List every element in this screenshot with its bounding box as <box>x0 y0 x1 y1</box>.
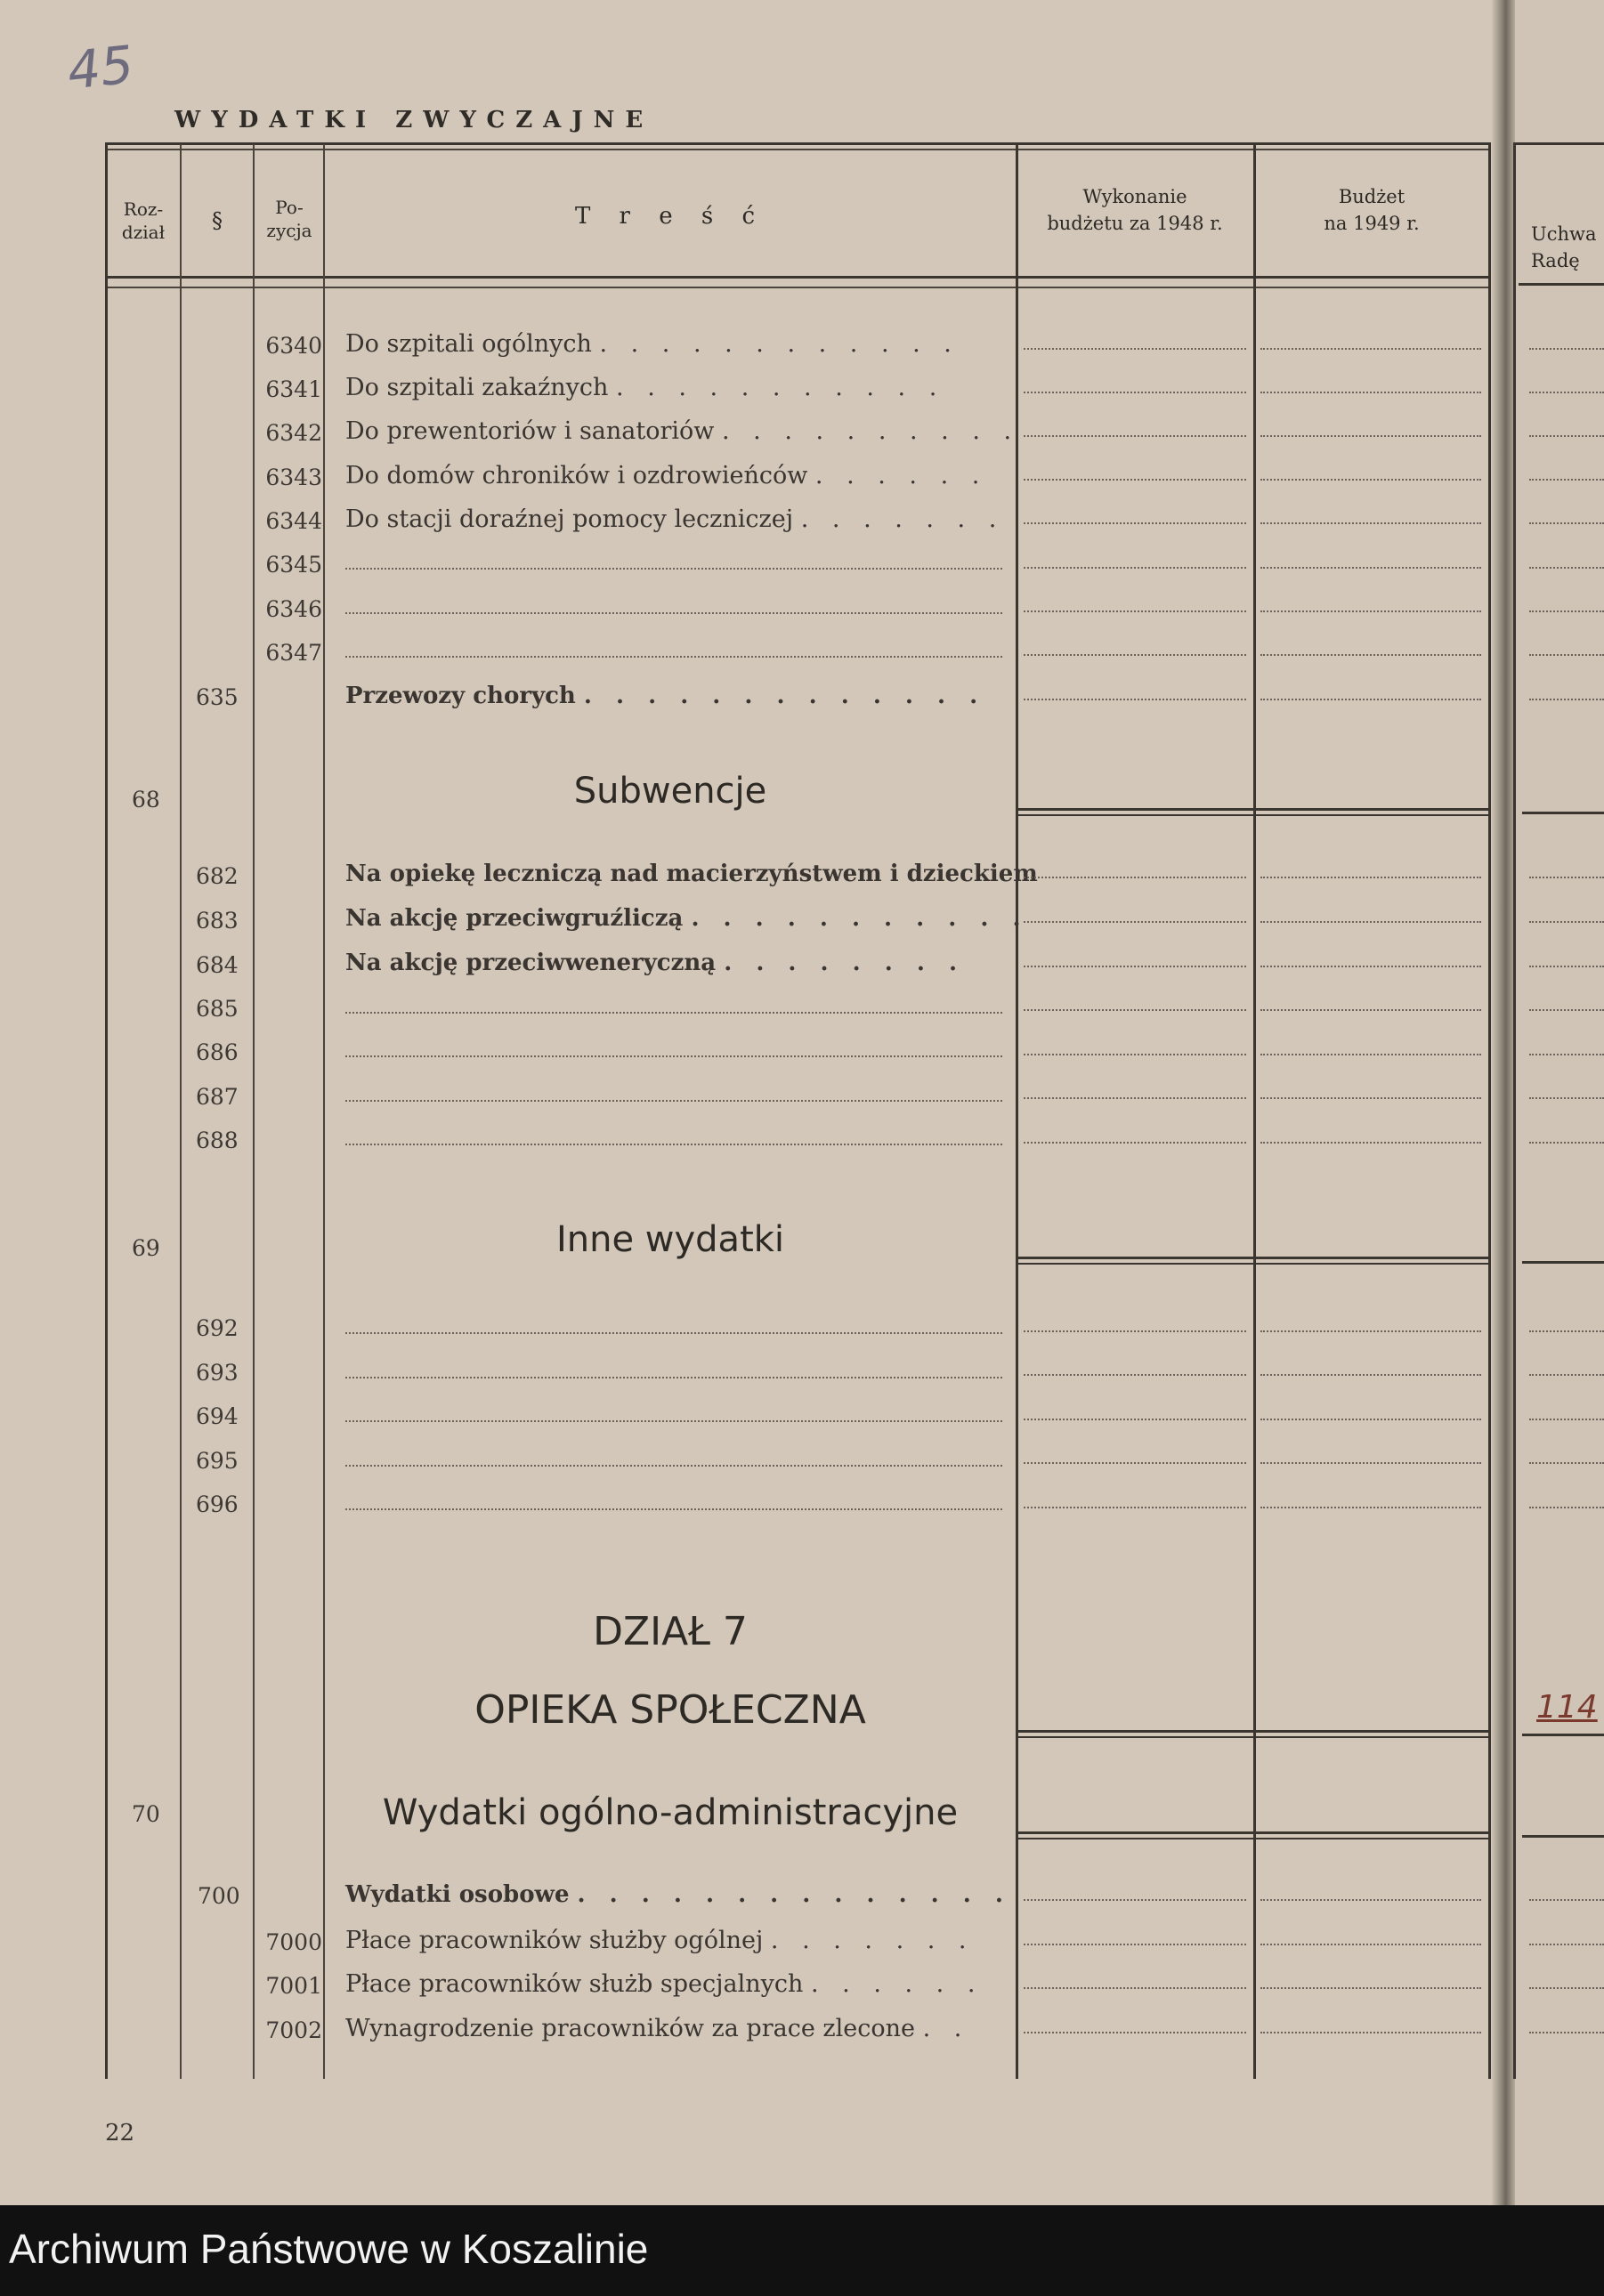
table-top-rule-2 <box>105 149 1491 150</box>
amount-dotted-line <box>1260 699 1481 700</box>
amount-dotted-line <box>1260 1507 1481 1508</box>
amount-dotted-line <box>1529 1374 1604 1376</box>
handwritten-page-number: 45 <box>64 34 137 101</box>
subtotal-rule-2 <box>1017 1263 1488 1265</box>
row-paragraph: 687 <box>196 1084 239 1110</box>
amount-dotted-line <box>1024 435 1246 437</box>
row-pozycja: 6346 <box>265 596 322 622</box>
amount-dotted-line <box>1529 348 1604 350</box>
amount-dotted-line <box>1529 654 1604 656</box>
amount-dotted-line <box>1260 1097 1481 1099</box>
amount-dotted-line <box>1529 1097 1604 1099</box>
division-total-rule-2 <box>1017 1736 1488 1738</box>
section-title: WYDATKI ZWYCZAJNE <box>174 107 654 133</box>
row-paragraph: 700 <box>198 1883 240 1909</box>
subsection-heading: Inne wydatki <box>555 1219 785 1260</box>
blank-text-line <box>345 612 1002 614</box>
amount-dotted-line <box>1024 392 1246 393</box>
row-pozycja: 7001 <box>265 1973 322 1999</box>
blank-text-line <box>345 1465 1002 1467</box>
row-pozycja: 6343 <box>265 465 322 490</box>
archive-label: Archiwum Państwowe w Koszalinie <box>9 2226 649 2272</box>
amount-dotted-line <box>1529 435 1604 437</box>
row-pozycja: 6340 <box>265 333 322 359</box>
amount-dotted-line <box>1260 966 1481 967</box>
blank-text-line <box>345 1100 1002 1102</box>
header-bottom-rule-2 <box>105 287 1491 288</box>
row-text: Do domów chroników i ozdrowieńców . . . . . . <box>345 462 988 489</box>
amount-dotted-line <box>1260 1944 1481 1945</box>
row-text: Na akcję przeciwweneryczną . . . . . . . . <box>345 950 965 976</box>
amount-dotted-line <box>1529 1142 1604 1144</box>
row-text: Na akcję przeciwgruźliczą . . . . . . . . . . . <box>345 905 1029 932</box>
table-top-rule <box>105 142 1491 145</box>
amount-dotted-line <box>1529 1944 1604 1945</box>
amount-dotted-line <box>1529 1507 1604 1508</box>
amount-dotted-line <box>1024 2032 1246 2033</box>
subsection-heading: Wydatki ogólno-administracyjne <box>382 1792 959 1833</box>
amount-dotted-line <box>1529 1330 1604 1332</box>
subtotal-rule-right <box>1522 812 1604 814</box>
header-bottom-rule <box>105 276 1491 279</box>
header-bottom-rule-right <box>1519 283 1604 286</box>
amount-dotted-line <box>1024 1899 1246 1901</box>
amount-dotted-line <box>1529 1987 1604 1989</box>
row-pozycja: 6345 <box>265 552 322 578</box>
row-paragraph: 694 <box>196 1403 239 1429</box>
row-text: Płace pracowników służby ogólnej . . . . . . . <box>345 1927 975 1954</box>
amount-dotted-line <box>1024 921 1246 923</box>
amount-dotted-line <box>1260 1330 1481 1332</box>
subsection-heading: Subwencje <box>573 771 767 812</box>
amount-dotted-line <box>1260 2032 1481 2033</box>
subtotal-rule-2 <box>1017 814 1488 816</box>
column-rule-left <box>105 144 108 2079</box>
amount-dotted-line <box>1260 1987 1481 1989</box>
amount-dotted-line <box>1529 610 1604 612</box>
amount-dotted-line <box>1260 1142 1481 1144</box>
division-total-rule <box>1017 1730 1488 1733</box>
amount-dotted-line <box>1529 966 1604 967</box>
amount-dotted-line <box>1529 1009 1604 1011</box>
blank-text-line <box>345 1055 1002 1057</box>
amount-dotted-line <box>1024 1330 1246 1332</box>
amount-dotted-line <box>1260 1374 1481 1376</box>
amount-dotted-line <box>1260 1899 1481 1901</box>
amount-dotted-line <box>1024 877 1246 878</box>
amount-dotted-line <box>1529 921 1604 923</box>
division-title: OPIEKA SPOŁECZNA <box>474 1687 866 1733</box>
amount-dotted-line <box>1260 567 1481 569</box>
facing-page-edge <box>1504 0 1604 2205</box>
subtotal-rule <box>1017 1831 1488 1834</box>
column-rule-facing <box>1513 144 1516 2079</box>
amount-dotted-line <box>1529 877 1604 878</box>
header-pozycja: Po- zycja <box>266 197 312 241</box>
amount-dotted-line <box>1529 1899 1604 1901</box>
division-heading: DZIAŁ 7 <box>593 1609 748 1654</box>
row-text: Wydatki osobowe . . . . . . . . . . . . . . <box>345 1881 1011 1908</box>
amount-dotted-line <box>1024 1097 1246 1099</box>
amount-dotted-line <box>1024 567 1246 569</box>
amount-dotted-line <box>1024 610 1246 612</box>
blank-text-line <box>345 1377 1002 1378</box>
amount-dotted-line <box>1260 654 1481 656</box>
amount-dotted-line <box>1260 1419 1481 1420</box>
amount-dotted-line <box>1260 877 1481 878</box>
row-paragraph: 635 <box>196 684 239 710</box>
row-pozycja: 6347 <box>265 640 322 666</box>
column-rule-wykonanie <box>1253 144 1256 2079</box>
subtotal-rule <box>1017 1257 1488 1259</box>
header-wykonanie: Wykonanie budżetu za 1948 r. <box>1047 186 1223 234</box>
amount-dotted-line <box>1024 1374 1246 1376</box>
row-paragraph: 693 <box>196 1360 239 1386</box>
header-rozdzial: Roz- dział <box>121 198 166 243</box>
amount-dotted-line <box>1024 1462 1246 1464</box>
row-paragraph: 688 <box>196 1128 239 1153</box>
row-text: Przewozy chorych . . . . . . . . . . . . . <box>345 683 986 709</box>
amount-dotted-line <box>1024 1054 1246 1055</box>
amount-dotted-line <box>1024 699 1246 700</box>
amount-dotted-line <box>1529 567 1604 569</box>
handwritten-amount: 114 <box>1536 1689 1598 1726</box>
row-paragraph: 682 <box>196 863 239 889</box>
subtotal-rule-right <box>1522 1261 1604 1264</box>
amount-dotted-line <box>1024 1009 1246 1011</box>
amount-dotted-line <box>1260 921 1481 923</box>
amount-dotted-line <box>1024 348 1246 350</box>
amount-dotted-line <box>1529 1054 1604 1055</box>
amount-dotted-line <box>1024 1507 1246 1508</box>
row-pozycja: 6341 <box>265 376 322 402</box>
amount-dotted-line <box>1260 610 1481 612</box>
row-text: Do stacji doraźnej pomocy leczniczej . . . . . . . <box>345 505 1005 533</box>
column-rule-pozycja <box>323 144 325 2079</box>
amount-dotted-line <box>1260 1462 1481 1464</box>
row-text: Do szpitali zakaźnych . . . . . . . . . . . <box>345 374 945 401</box>
amount-dotted-line <box>1529 392 1604 393</box>
row-text: Płace pracowników służb specjalnych . . . . . . <box>345 1970 984 1998</box>
row-pozycja: 6342 <box>265 420 322 446</box>
amount-dotted-line <box>1024 1944 1246 1945</box>
page-number: 22 <box>105 2120 135 2146</box>
row-text: Na opiekę leczniczą nad macierzyństwem i dzieckiem <box>345 861 1038 887</box>
row-text: Wynagrodzenie pracowników za prace zlecone . . <box>345 2015 970 2042</box>
amount-dotted-line <box>1529 479 1604 481</box>
column-rule-rozdzial <box>180 144 182 2079</box>
column-rule-budzet <box>1488 144 1491 2079</box>
amount-dotted-line <box>1024 966 1246 967</box>
rozdzial-number: 69 <box>132 1235 160 1261</box>
header-paragraph: § <box>212 208 223 233</box>
amount-dotted-line <box>1024 1142 1246 1144</box>
page-gutter <box>1492 0 1515 2205</box>
amount-dotted-line <box>1260 392 1481 393</box>
row-text: Do szpitali ogólnych . . . . . . . . . . . . <box>345 330 960 358</box>
amount-dotted-line <box>1260 1009 1481 1011</box>
amount-dotted-line <box>1024 522 1246 524</box>
subtotal-rule <box>1017 808 1488 811</box>
amount-dotted-line <box>1529 522 1604 524</box>
row-pozycja: 7002 <box>265 2017 322 2043</box>
amount-dotted-line <box>1024 479 1246 481</box>
amount-dotted-line <box>1260 522 1481 524</box>
row-paragraph: 683 <box>196 908 239 934</box>
row-paragraph: 686 <box>196 1039 239 1065</box>
archive-footer <box>0 2205 1604 2296</box>
subtotal-rule-2 <box>1017 1838 1488 1839</box>
row-pozycja: 7000 <box>265 1929 322 1955</box>
amount-dotted-line <box>1024 1987 1246 1989</box>
blank-text-line <box>345 1420 1002 1422</box>
header-uchwalone: Uchwa Radę <box>1531 223 1597 271</box>
amount-dotted-line <box>1260 479 1481 481</box>
subtotal-rule-right <box>1522 1835 1604 1838</box>
amount-dotted-line <box>1529 699 1604 700</box>
amount-dotted-line <box>1260 1054 1481 1055</box>
row-text: Do prewentoriów i sanatoriów . . . . . . . . . . <box>345 417 1020 445</box>
blank-text-line <box>345 1332 1002 1334</box>
table-top-rule-right <box>1513 142 1604 145</box>
amount-dotted-line <box>1260 348 1481 350</box>
row-paragraph: 692 <box>196 1315 239 1341</box>
column-rule-paragraph <box>253 144 255 2079</box>
header-tresc: T r e ś ć <box>574 203 766 230</box>
rozdzial-number: 70 <box>132 1801 160 1827</box>
row-paragraph: 685 <box>196 996 239 1022</box>
amount-dotted-line <box>1529 1419 1604 1420</box>
amount-dotted-line <box>1260 435 1481 437</box>
row-pozycja: 6344 <box>265 508 322 534</box>
blank-text-line <box>345 1508 1002 1510</box>
blank-text-line <box>345 1012 1002 1014</box>
amount-dotted-line <box>1024 1419 1246 1420</box>
blank-text-line <box>345 1144 1002 1145</box>
blank-text-line <box>345 568 1002 570</box>
blank-text-line <box>345 656 1002 658</box>
amount-dotted-line <box>1024 654 1246 656</box>
division-total-rule-right <box>1522 1734 1604 1736</box>
amount-dotted-line <box>1529 2032 1604 2033</box>
row-paragraph: 684 <box>196 952 239 978</box>
row-paragraph: 696 <box>196 1492 239 1517</box>
row-paragraph: 695 <box>196 1448 239 1474</box>
rozdzial-number: 68 <box>132 787 160 812</box>
header-budzet: Budżet na 1949 r. <box>1324 186 1420 234</box>
amount-dotted-line <box>1529 1462 1604 1464</box>
